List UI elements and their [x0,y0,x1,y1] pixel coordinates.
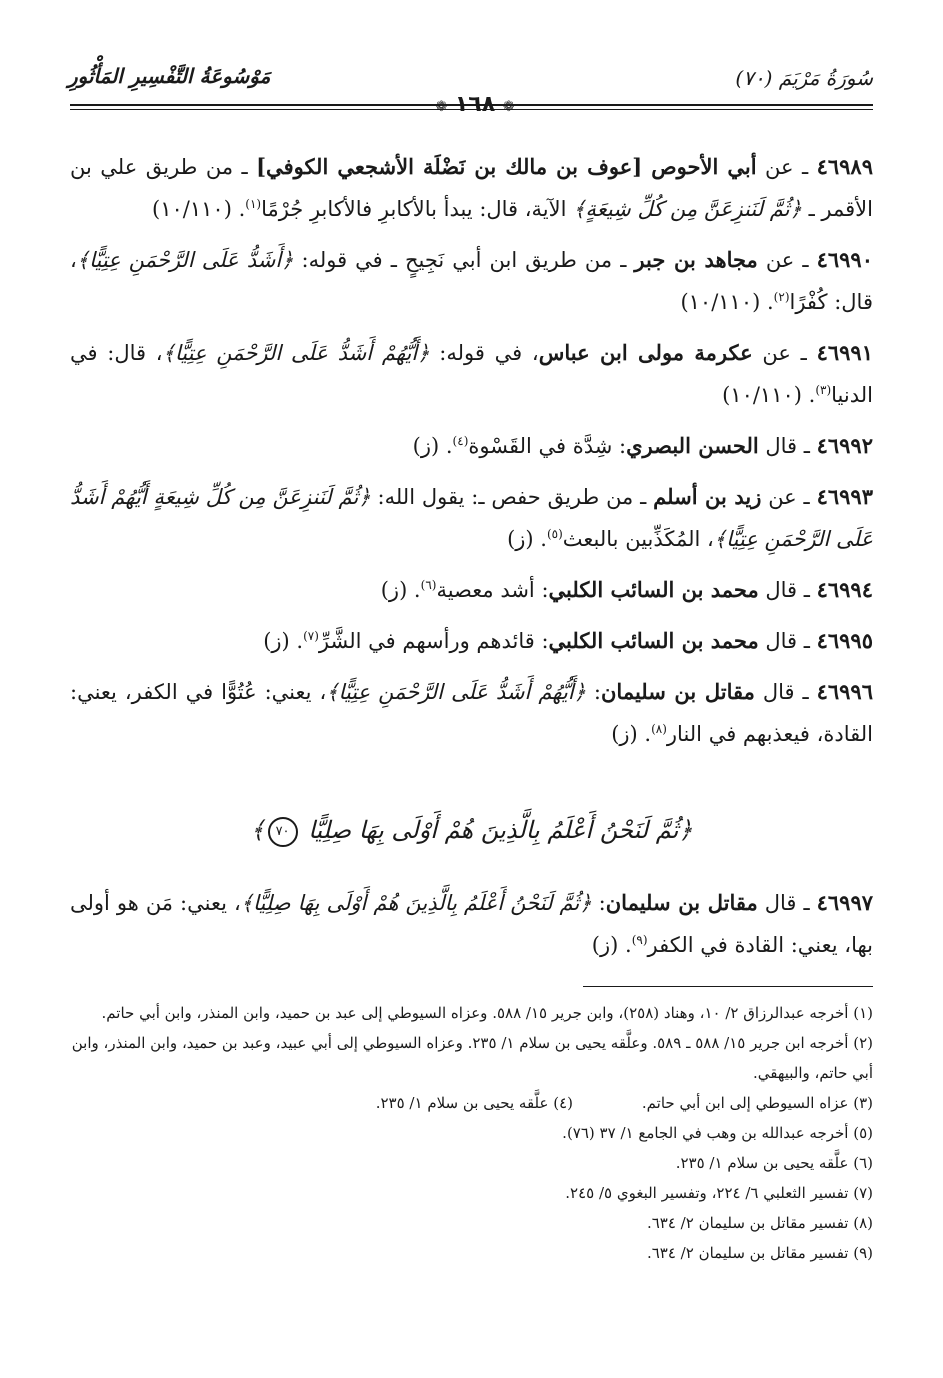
narration-prefix: ـ قال [758,629,817,653]
quran-quote: ﴿أَيُّهُمْ أَشَدُّ عَلَى الرَّحْمَنِ عِتِيًّا﴾ [326,680,586,704]
header-rule [70,104,873,106]
narration-prefix: ـ قال [757,891,817,915]
quran-quote: ﴿ثُمَّ لَنَحْنُ أَعْلَمُ بِالَّذِينَ هُمْ أَوْلَى بِهَا صِلِيًّا﴾ [240,891,592,915]
narration-prefix: ـ قال [758,434,817,458]
narration-end: . (١٠/١١٠) [152,197,246,221]
quran-quote: ﴿أَشَدُّ عَلَى الرَّحْمَنِ عِتِيًّا﴾ [76,248,294,272]
footnote-ref[interactable]: (١) [245,197,262,211]
footnote: (٤) علَّقه يحيى بن سلام ١/ ٢٣٥. [375,1094,573,1112]
narration-text: ـ من طريق ابن أبي نَجِيحٍ ـ في قوله: [293,248,635,272]
narration-end: . (ز) [611,722,652,746]
narrator-name: أبي الأحوص [عوف بن مالك بن نَضْلَة الأشجعي الكوفي] [256,154,757,179]
narration-end: . (ز) [263,629,304,653]
narration-entry [70,569,873,611]
narration-text-2: ، قال: في الدنيا [70,341,873,407]
footnote-ref[interactable]: (٥) [546,527,563,541]
narrations-list [70,146,873,764]
narration-text: ـ من طريق علي بن الأقمر ـ [70,155,873,221]
narration-number: ٤٦٩٩٦ [816,679,873,704]
narration-end: . (١٠/١١٠) [680,290,774,314]
footnote-ref[interactable]: (٨) [651,722,667,736]
narration-text-2: ، يعني: عُتُوًّا في الكفر، يعني: القادة، فيعذبهم في النار [70,680,873,746]
ayah-number-icon: ٧٠ [268,817,298,847]
narration-text: : [591,891,606,915]
narration-number: ٤٦٩٨٩ [816,154,873,179]
narration-entry [70,671,873,755]
narration-number: ٤٦٩٩٥ [816,628,873,653]
footnote-ref[interactable]: (٣) [815,383,832,397]
narration-after-ayah [70,882,873,975]
narration-text-2: ، المُكَذِّبين بالبعث [562,527,714,551]
narration-number: ٤٦٩٩٠ [816,247,873,272]
narration-prefix: ـ عن [752,341,817,365]
footnote-ref[interactable]: (٢) [773,290,790,304]
narration-entry [70,476,873,560]
footnote: (٨) تفسير مقاتل بن سليمان ٢/ ٦٣٤. [646,1214,873,1232]
narrator-name: مجاهد بن جبر [634,247,758,272]
narrator-name: محمد بن السائب الكلبي [548,577,759,602]
narration-entry [70,620,873,662]
narration-text: ، في قوله: [429,341,539,365]
header-rule-thin [70,109,873,110]
footnote-divider [583,986,873,987]
footnote: (١) أخرجه عبدالرزاق ٢/ ١٠، وهناد (٢٥٨)، وابن جرير ١٥/ ٥٨٨. وعزاه السيوطي إلى عبد بن حميد، وابن المنذر، وابن أبي حاتم. [101,1004,873,1022]
narration-entry [70,425,873,467]
narrator-name: زيد بن أسلم [653,484,762,509]
ornament-icon: ❁ [435,99,448,115]
ayah-heading [70,816,873,847]
quran-quote: ﴿أَيُّهُمْ أَشَدُّ عَلَى الرَّحْمَنِ عِتِيًّا﴾ [162,341,430,365]
narration-entry [70,146,873,230]
footnote-ref[interactable]: (٤) [452,434,469,448]
narration-text: ـ من طريق حفص ـ: يقول الله: [370,485,654,509]
narration-text: : [585,680,601,704]
narrator-name: مقاتل بن سليمان [601,679,755,704]
narration-prefix: ـ قال [758,578,817,602]
narration-number: ٤٦٩٩٣ [816,484,873,509]
narration-text-2: ، قال: كُفْرًا [70,248,873,314]
ornament-icon: ❁ [502,99,515,115]
footnote: (٥) أخرجه عبدالله بن وهب في الجامع ١/ ٣٧ (٧٦). [562,1124,873,1142]
ayah-close: ﴾ [250,816,265,844]
narration-entry [70,882,873,966]
footnote: (٢) أخرجه ابن جرير ١٥/ ٥٨٨ ـ ٥٨٩. وعلَّقه يحيى بن سلام ١/ ٢٣٥. وعزاه السيوطي إلى أبي عبيد، وعبد بن حميد، وابن المنذر، وابن أبي حاتم، والبيهقي. [71,1034,873,1082]
running-header-book: مَوْسُوعَةُ التَّفْسِيرِ المَأْثُورِ [68,64,271,88]
narrator-name: مقاتل بن سليمان [605,890,758,915]
narration-end: . (ز) [412,434,453,458]
footnote-ref[interactable]: (٦) [420,578,437,592]
narrator-name: محمد بن السائب الكلبي [548,628,759,653]
narration-text-2: ، يعني: مَن هو أولى بها، يعني: القادة في الكفر [70,891,873,957]
footnote-ref[interactable]: (٩) [631,933,648,947]
quran-quote: ﴿ثُمَّ لَنَنزِعَنَّ مِن كُلِّ شِيعَةٍ أَيُّهُمْ أَشَدُّ عَلَى الرَّحْمَنِ عِتِيًّا﴾ [70,485,873,551]
narration-text: : قائدهم ورأسهم في الشَّرِّ [318,629,549,653]
narrator-name: عكرمة مولى ابن عباس [538,340,753,365]
narration-entry [70,239,873,323]
footnote: (٩) تفسير مقاتل بن سليمان ٢/ ٦٣٤. [646,1244,873,1262]
narration-text: : أشد معصية [436,578,549,602]
narration-end: . (ز) [380,578,421,602]
narration-number: ٤٦٩٩١ [816,340,873,365]
footnote: (٧) تفسير الثعلبي ٦/ ٢٢٤، وتفسير البغوي ٥/ ٢٤٥. [565,1184,873,1202]
ayah-text: ﴿ثُمَّ لَنَحْنُ أَعْلَمُ بِالَّذِينَ هُمْ أَوْلَى بِهَا صِلِيًّا [308,816,693,844]
narration-text: : شِدَّة في القَسْوة [468,434,627,458]
narration-number: ٤٦٩٩٤ [816,577,873,602]
quran-quote: ﴿ثُمَّ لَنَنزِعَنَّ مِن كُلِّ شِيعَةٍ﴾ [573,197,802,221]
narration-end: . (١٠/١١٠) [722,383,816,407]
narration-prefix: ـ قال [754,680,817,704]
footnote: (٦) علَّقه يحيى بن سلام ١/ ٢٣٥. [675,1154,873,1172]
narration-text-2: الآية، قال: يبدأ بالأكابرِ فالأكابرِ جُرْمًا [261,197,574,221]
footnote-ref[interactable]: (٧) [303,629,319,643]
narration-number: ٤٦٩٩٢ [816,433,873,458]
narration-prefix: ـ عن [756,155,817,179]
narrator-name: الحسن البصري [626,433,759,458]
running-header-surah: سُورَةُ مَرْيَمَ (٧٠) [735,66,873,90]
narration-prefix: ـ عن [761,485,817,509]
page-number-text: ١٦٨ [454,92,496,117]
footnote-row [70,1088,873,1118]
footnote: (٣) عزاه السيوطي إلى ابن أبي حاتم. [641,1094,873,1112]
narration-number: ٤٦٩٩٧ [816,890,874,915]
narration-end: . (ز) [591,933,632,957]
narration-prefix: ـ عن [757,248,817,272]
narration-end: . (ز) [507,527,547,551]
narration-entry [70,332,873,416]
footnotes [70,998,873,1268]
